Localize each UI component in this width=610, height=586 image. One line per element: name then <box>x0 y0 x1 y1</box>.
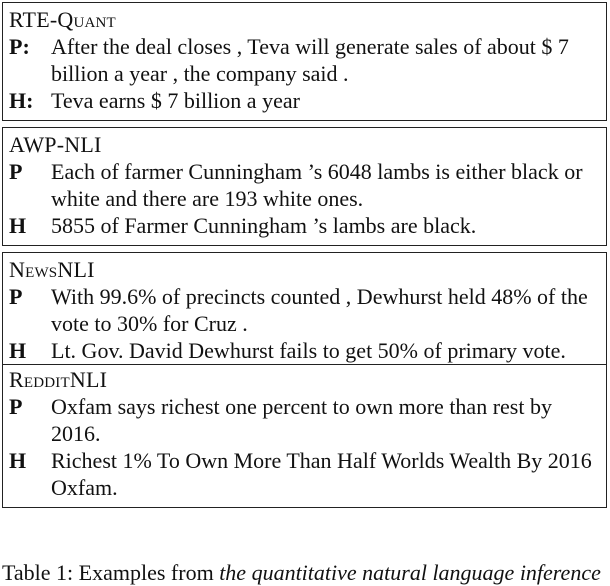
row-text: Lt. Gov. David Dewhurst fails to get 50% of primary vote. <box>51 338 566 363</box>
block-separator <box>2 245 607 252</box>
row-text: After the deal closes , Teva will generate sales of about $ 7 billion a year , the company said . <box>51 34 569 86</box>
block-title: RedditNLI <box>9 367 108 392</box>
examples-table <box>2 2 607 508</box>
row-tag: H <box>9 338 27 363</box>
caption-lead: Table 1: Examples from <box>2 560 214 585</box>
row-text: Richest 1% To Own More Than Half Worlds Wealth By 2016 Oxfam. <box>51 448 592 500</box>
row-tag: P <box>9 284 23 309</box>
row-tag: H <box>9 448 27 473</box>
premise-row <box>3 283 606 337</box>
table-caption <box>2 560 601 586</box>
row-tag: P <box>9 394 23 419</box>
premise-row <box>3 393 606 447</box>
row-tag: H <box>9 213 27 238</box>
block-title: NewsNLI <box>9 257 95 282</box>
block-redditnli <box>2 364 607 508</box>
row-tag: P: <box>9 34 30 59</box>
row-text: With 99.6% of precincts counted , Dewhurst held 48% of the vote to 30% for Cruz . <box>51 284 588 336</box>
premise-row <box>3 33 606 87</box>
premise-row <box>3 158 606 212</box>
row-tag: H: <box>9 88 34 113</box>
block-title: RTE-Quant <box>9 7 116 32</box>
row-text: Each of farmer Cunningham ’s 6048 lambs is either black or white and there are 193 white ones. <box>51 159 583 211</box>
block-title: AWP-NLI <box>9 132 102 157</box>
row-text: Oxfam says richest one percent to own more than rest by 2016. <box>51 394 552 446</box>
hypothesis-row <box>3 87 606 114</box>
block-rte-quant <box>2 3 607 120</box>
row-text: 5855 of Farmer Cunningham ’s lambs are black. <box>51 213 477 238</box>
hypothesis-row <box>3 337 606 364</box>
hypothesis-row <box>3 447 606 501</box>
hypothesis-row <box>3 212 606 239</box>
row-text: Teva earns $ 7 billion a year <box>51 88 300 113</box>
caption-emphasis: the quantitative natural language inference <box>219 560 601 585</box>
block-newsnli <box>2 252 607 364</box>
row-tag: P <box>9 159 23 184</box>
block-separator <box>2 120 607 127</box>
block-awp-nli <box>2 127 607 245</box>
